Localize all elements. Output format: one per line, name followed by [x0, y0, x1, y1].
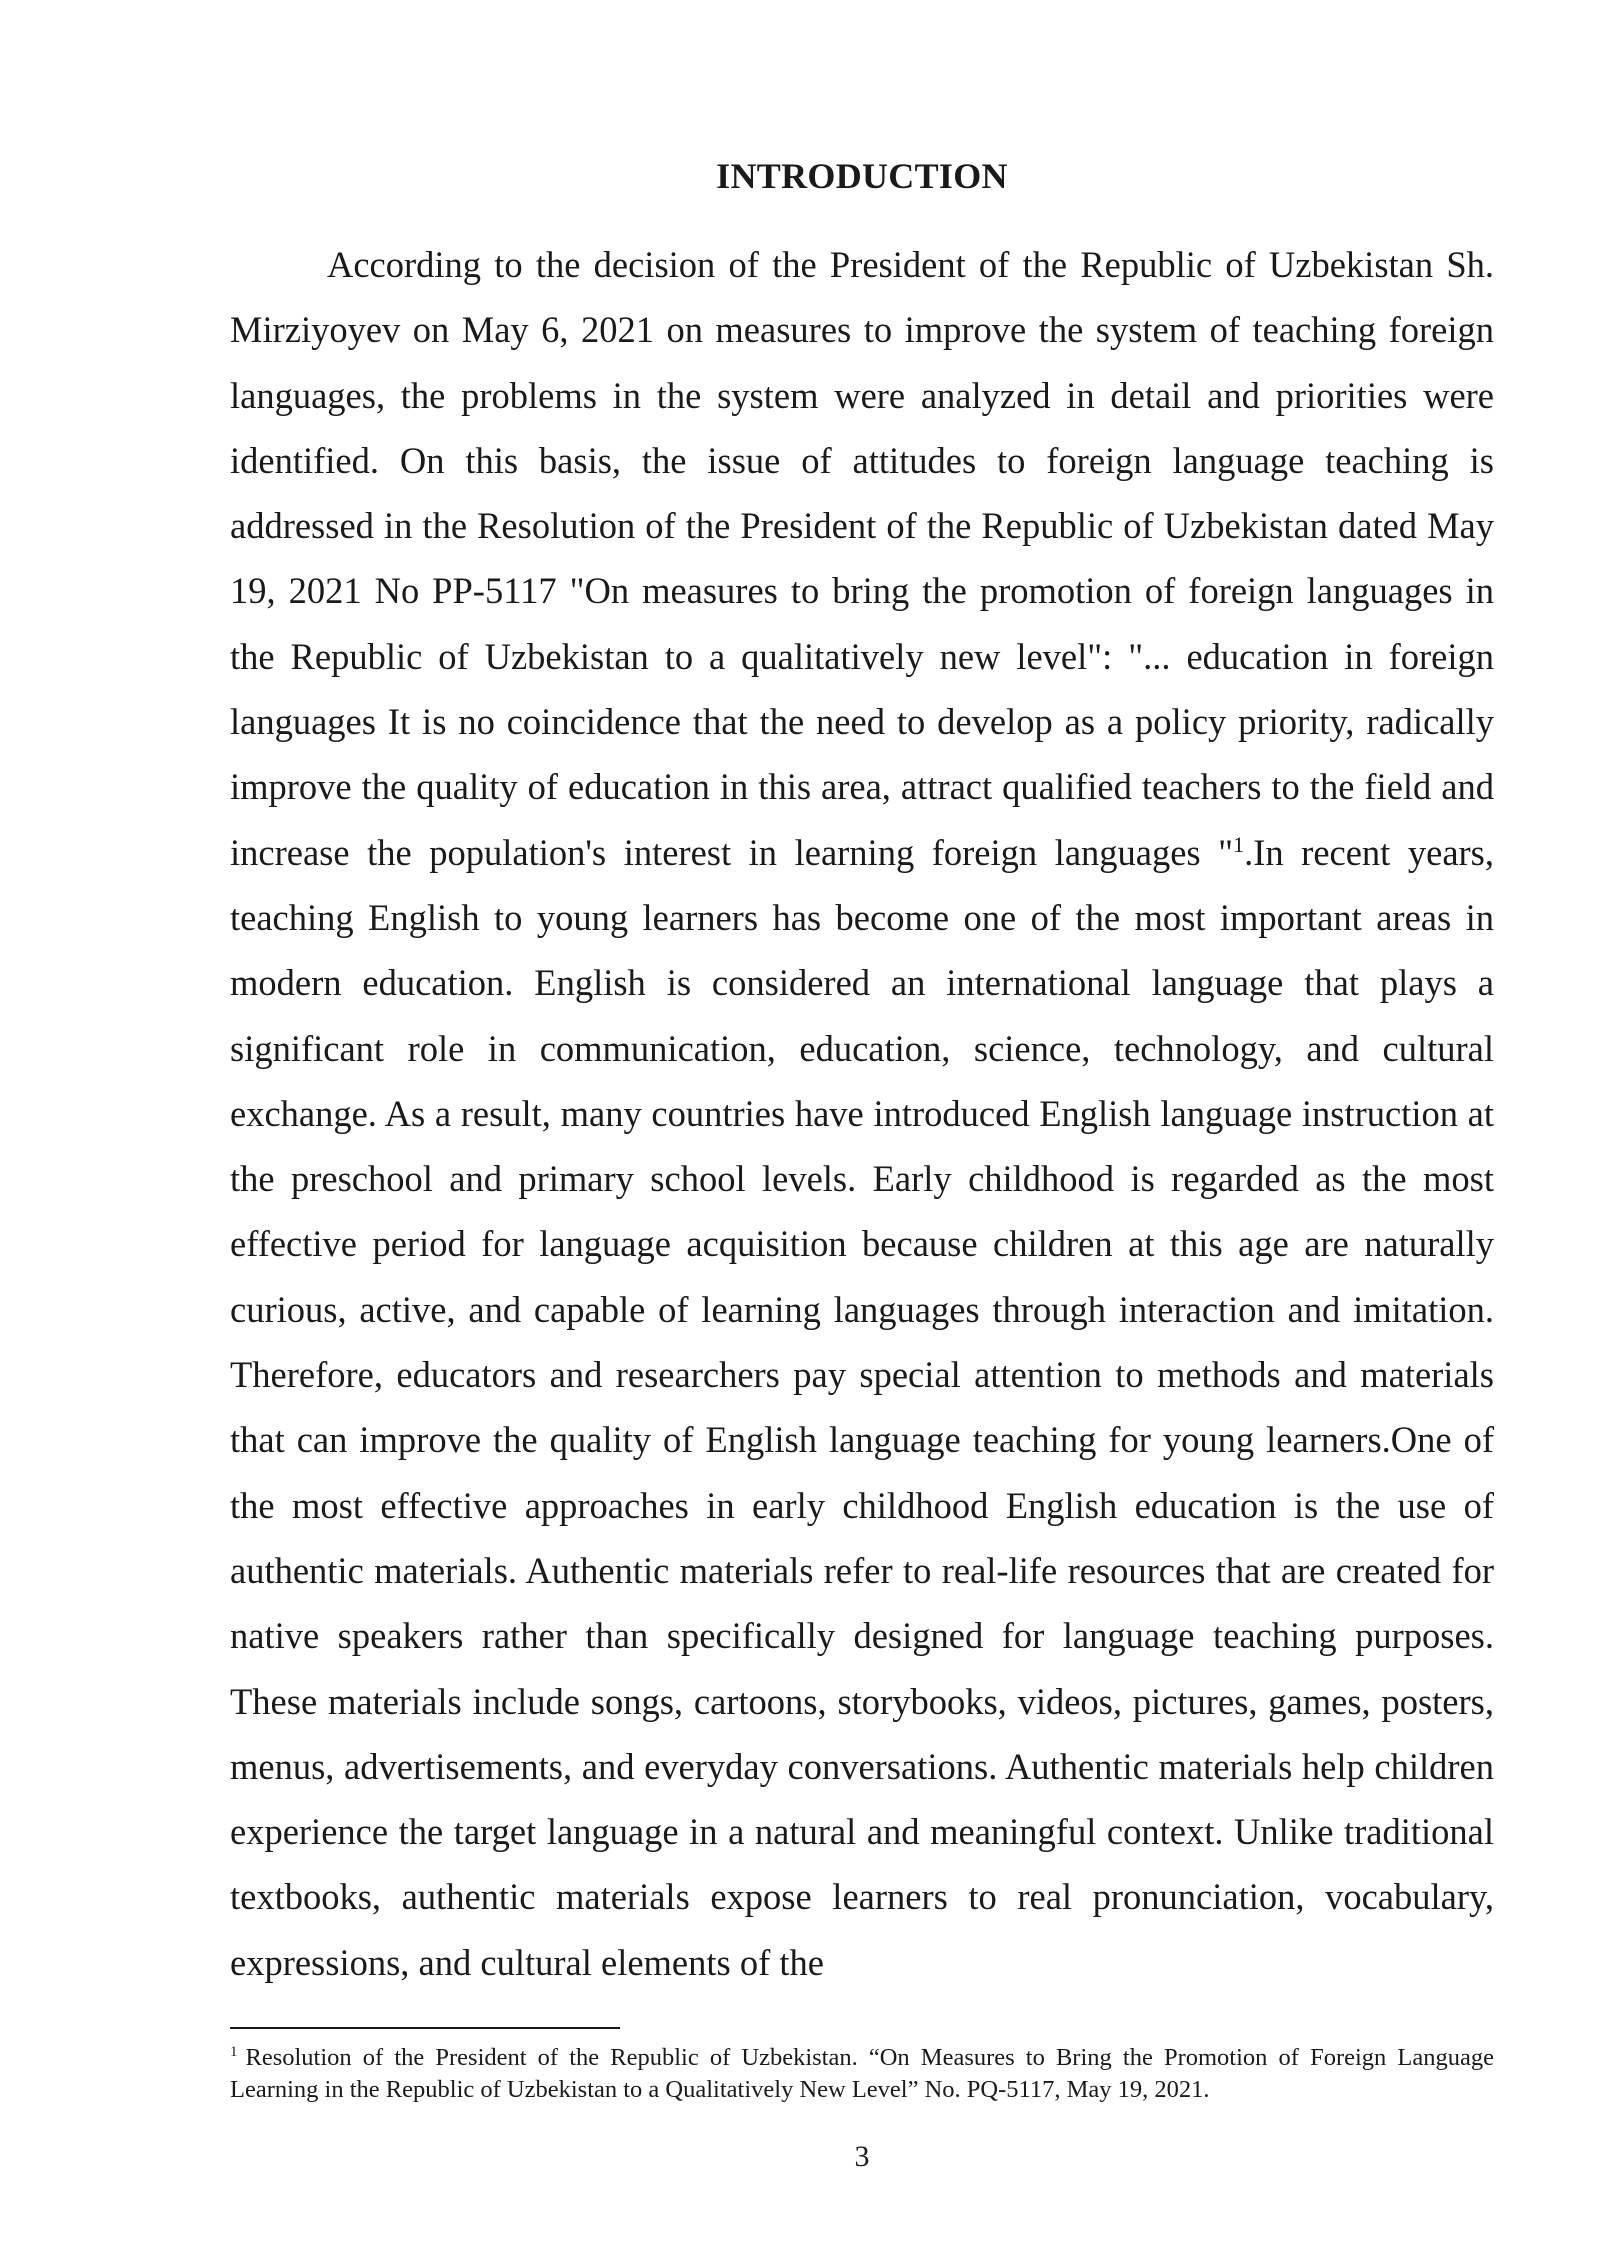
footnote-reference-marker[interactable]: 1: [1233, 831, 1245, 857]
footnote-separator: [230, 2027, 620, 2029]
section-title: INTRODUCTION: [716, 156, 1008, 196]
page-number: 3: [854, 2140, 870, 2173]
footnote-marker: 1: [230, 2043, 238, 2060]
paragraph-text-after-reference: .In recent years, teaching English to young learners has become one of the most important areas in modern education. English is considered an international language that plays a significant role in communication, education, science, technology, and cultural exchange. As a result, many countries have introduced English language instruction at the preschool and primary school levels. Early childhood is regarded as the most effective period for language acquisition because children at this age are naturally curious, active, and capable of learning languages through interaction and imitation. Therefore, educators and researchers pay special attention to methods and materials that can improve the quality of English language teaching for young learners.One of the most effective approaches in early childhood English education is the use of authentic materials. Authentic materials refer to real-life resources that are created for native speakers rather than specifically designed for language teaching purposes. These materials include songs, cartoons, storybooks, videos, pictures, games, posters, menus, advertisements, and everyday conversations. Authentic materials help children experience the target language in a natural and meaningful context. Unlike traditional textbooks, authentic materials expose learners to real pronunciation, vocabulary, expressions, and cultural elements of the: [230, 831, 1494, 1983]
body-paragraph: [230, 232, 1494, 1995]
paragraph-text-before-reference: According to the decision of the President of the Republic of Uzbekistan Sh. Mirziyoyev on May 6, 2021 on measures to improve the system of teaching foreign languages, the problems in the system were analyzed in detail and priorities were identified. On this basis, the issue of attitudes to foreign language teaching is addressed in the Resolution of the President of the Republic of Uzbekistan dated May 19, 2021 No PP-5117 "On measures to bring the promotion of foreign languages in the Republic of Uzbekistan to a qualitatively new level": "... education in foreign languages It is no coincidence that the need to develop as a policy priority, radically improve the quality of education in this area, attract qualified teachers to the field and increase the population's interest in learning foreign languages ": [230, 244, 1494, 873]
footnote-text: Resolution of the President of the Republic of Uzbekistan. “On Measures to Bring the Promotion of Foreign Language Learning in the Republic of Uzbekistan to a Qualitatively New Level” No. PQ-5117, May 19, 2021.: [230, 2044, 1494, 2103]
footnote: [230, 2042, 1494, 2106]
